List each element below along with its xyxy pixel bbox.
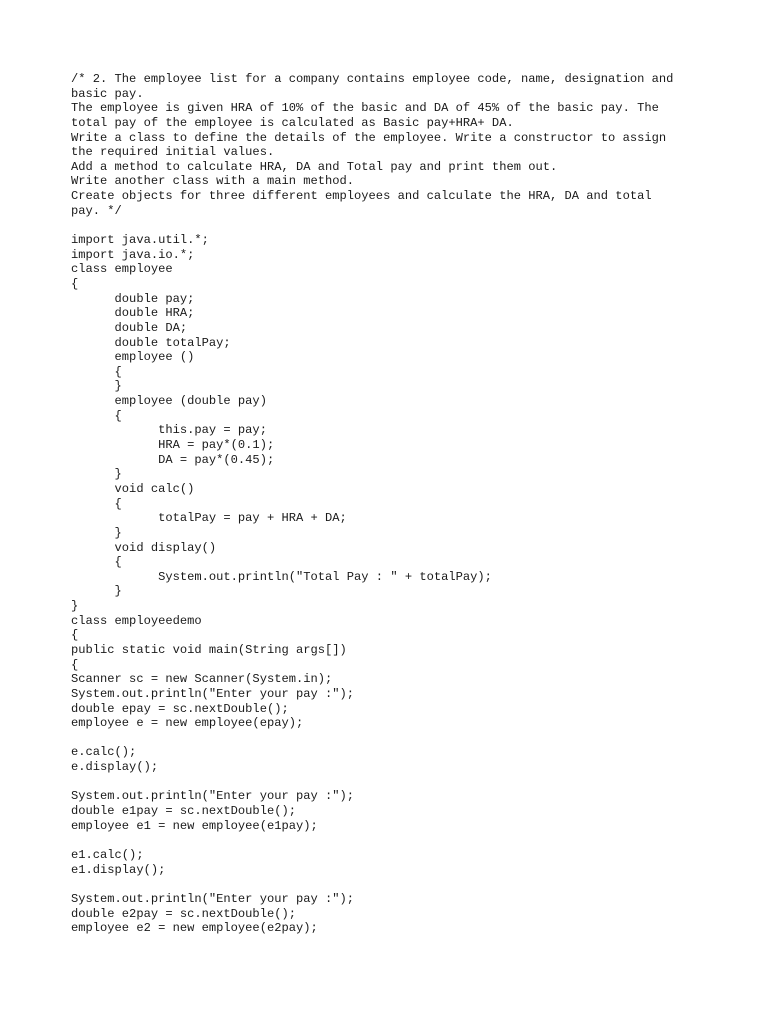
code-line: employee (double pay) (71, 394, 267, 409)
code-line: double totalPay; (71, 335, 231, 350)
code-line: employee e1 = new employee(e1pay); (71, 818, 318, 833)
code-line: double pay; (71, 291, 195, 306)
code-line (71, 833, 731, 848)
code-line (71, 218, 731, 233)
code-line: double epay = sc.nextDouble(); (71, 701, 289, 716)
comment-line: Write another class with a main method. (71, 174, 355, 189)
comment-line: /* 2. The employee list for a company contains employee code, name, designation and (71, 72, 674, 86)
code-line: System.out.println("Enter your pay :"); (71, 789, 355, 804)
code-line: DA = pay*(0.45); (71, 452, 275, 467)
code-line: System.out.println("Enter your pay :"); (71, 686, 355, 701)
comment-line: The employee is given HRA of 10% of the basic and DA of 45% of the basic pay. The (71, 101, 659, 116)
code-line: Scanner sc = new Scanner(System.in); (71, 672, 333, 687)
code-line: void calc() (71, 481, 195, 496)
code-line: employee e = new employee(epay); (71, 716, 304, 731)
code-line: System.out.println("Enter your pay :"); (71, 891, 355, 906)
comment-line: pay. */ (71, 203, 122, 218)
code-line: employee () (71, 350, 195, 365)
code-line: import java.util.*; (71, 233, 209, 248)
comment-line: Add a method to calculate HRA, DA and Total pay and print them out. (71, 159, 558, 174)
code-line: class employee (71, 262, 173, 277)
code-line: double e1pay = sc.nextDouble(); (71, 804, 296, 819)
code-line: { (71, 276, 79, 291)
code-line: e.calc(); (71, 745, 137, 760)
code-line: } (71, 467, 122, 482)
comment-line: the required initial values. (71, 145, 275, 160)
code-line: this.pay = pay; (71, 423, 267, 438)
code-line: } (71, 599, 79, 614)
code-line: class employeedemo (71, 613, 202, 628)
code-line: } (71, 525, 122, 540)
code-line: e1.display(); (71, 862, 166, 877)
code-line: { (71, 555, 122, 570)
code-line: employee e2 = new employee(e2pay); (71, 921, 318, 936)
code-line: import java.io.*; (71, 247, 195, 262)
comment-line: Create objects for three different employees and calculate the HRA, DA and total (71, 189, 652, 204)
code-line: totalPay = pay + HRA + DA; (71, 511, 347, 526)
comment-line: basic pay. (71, 86, 144, 101)
code-line (71, 877, 731, 892)
code-line: public static void main(String args[]) (71, 642, 347, 657)
code-line: HRA = pay*(0.1); (71, 438, 275, 453)
code-line: } (71, 584, 122, 599)
code-line: { (71, 496, 122, 511)
comment-line: total pay of the employee is calculated as Basic pay+HRA+ DA. (71, 115, 514, 130)
code-line: } (71, 379, 122, 394)
code-line (71, 775, 731, 790)
code-line: { (71, 657, 79, 672)
code-line: e1.calc(); (71, 847, 144, 862)
code-listing (71, 72, 731, 936)
code-line: double HRA; (71, 306, 195, 321)
code-line: double DA; (71, 320, 188, 335)
code-line: double e2pay = sc.nextDouble(); (71, 906, 296, 921)
code-line: { (71, 628, 79, 643)
code-line: { (71, 364, 122, 379)
code-line: System.out.println("Total Pay : " + totalPay); (71, 569, 492, 584)
comment-line: Write a class to define the details of the employee. Write a constructor to assign (71, 130, 667, 145)
code-line (71, 731, 731, 746)
code-line: void display() (71, 540, 217, 555)
code-line: e.display(); (71, 760, 159, 775)
code-line: { (71, 408, 122, 423)
